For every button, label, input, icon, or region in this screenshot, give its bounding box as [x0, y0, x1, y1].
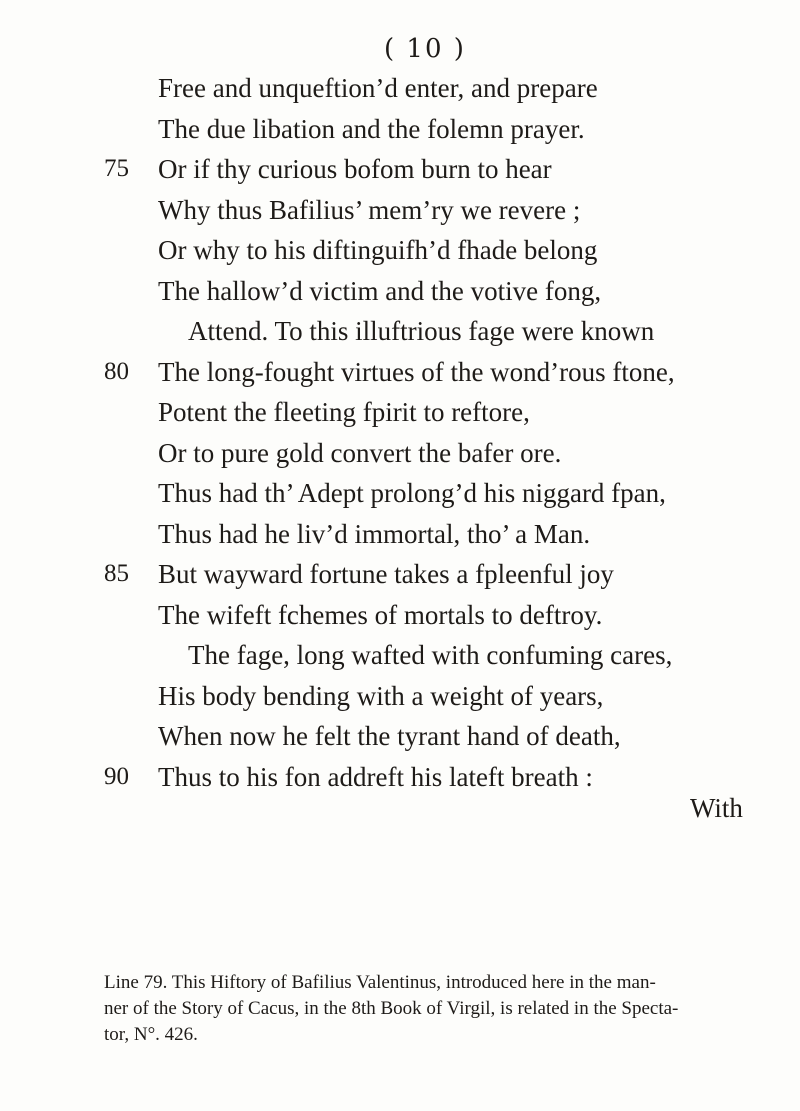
verse-line — [0, 311, 800, 351]
verse-text: Attend. To this illuftrious fage were known — [188, 316, 655, 346]
verse-text: When now he felt the tyrant hand of death, — [158, 721, 621, 751]
verse-line — [0, 149, 800, 189]
verse-text: Thus had he liv’d immortal, tho’ a Man. — [158, 518, 591, 549]
line-number: 85 — [104, 560, 129, 587]
verse-line — [0, 635, 800, 675]
verse-line — [0, 595, 800, 635]
verse-line — [0, 271, 800, 311]
verse-text: Thus to his fon addreft his lateft breath : — [158, 761, 593, 792]
footnote-line: Line 79. This Hiftory of Bafilius Valentinus, introduced here in the man- — [104, 972, 656, 993]
verse-text: The wifeft fchemes of mortals to deftroy. — [158, 599, 603, 630]
verse-text: The hallow’d victim and the votive fong, — [158, 275, 602, 306]
verse-line — [0, 676, 800, 716]
verse-text: Why thus Bafilius’ mem’ry we revere ; — [158, 194, 581, 225]
verse-text: The long-fought virtues of the wond’rous ftone, — [158, 356, 675, 387]
verse-line — [0, 757, 800, 797]
verse-line — [0, 514, 800, 554]
footnote — [104, 970, 704, 1048]
line-number: 90 — [104, 762, 129, 790]
verse-line — [0, 109, 800, 149]
line-number: 80 — [104, 357, 129, 385]
verse-text: Or if thy curious bofom burn to hear — [158, 154, 552, 184]
catchword: With — [690, 793, 743, 823]
verse-text: But wayward fortune takes a fpleenful joy — [158, 559, 614, 589]
footnote-line: tor, N°. 426. — [104, 1024, 198, 1045]
verse-text: Thus had th’ Adept prolong’d his niggard fpan, — [158, 478, 666, 508]
verse-text: The fage, long wafted with confuming cares, — [188, 640, 673, 670]
page-number: ( 10 ) — [384, 34, 466, 64]
footnote-line: ner of the Story of Cacus, in the 8th Book of Virgil, is related in the Specta- — [104, 998, 679, 1019]
verse-text: Or to pure gold convert the bafer ore. — [158, 437, 562, 468]
verse-line — [0, 554, 800, 594]
verse-text: Potent the fleeting fpirit to reftore, — [158, 397, 530, 427]
verse-line — [0, 230, 800, 270]
verse-line — [0, 68, 800, 108]
verse-text: The due libation and the folemn prayer. — [158, 113, 585, 144]
line-number: 75 — [104, 155, 129, 182]
verse-text: His body bending with a weight of years, — [158, 680, 604, 711]
verse-line — [0, 473, 800, 513]
verse-line — [0, 190, 800, 230]
verse-text: Or why to his diftinguifh’d fhade belong — [158, 235, 598, 265]
verse-line — [0, 716, 800, 756]
verse-line — [0, 392, 800, 432]
verse-line — [0, 433, 800, 473]
verse-text: Free and unqueftion’d enter, and prepare — [158, 73, 598, 103]
verse-line — [0, 352, 800, 392]
